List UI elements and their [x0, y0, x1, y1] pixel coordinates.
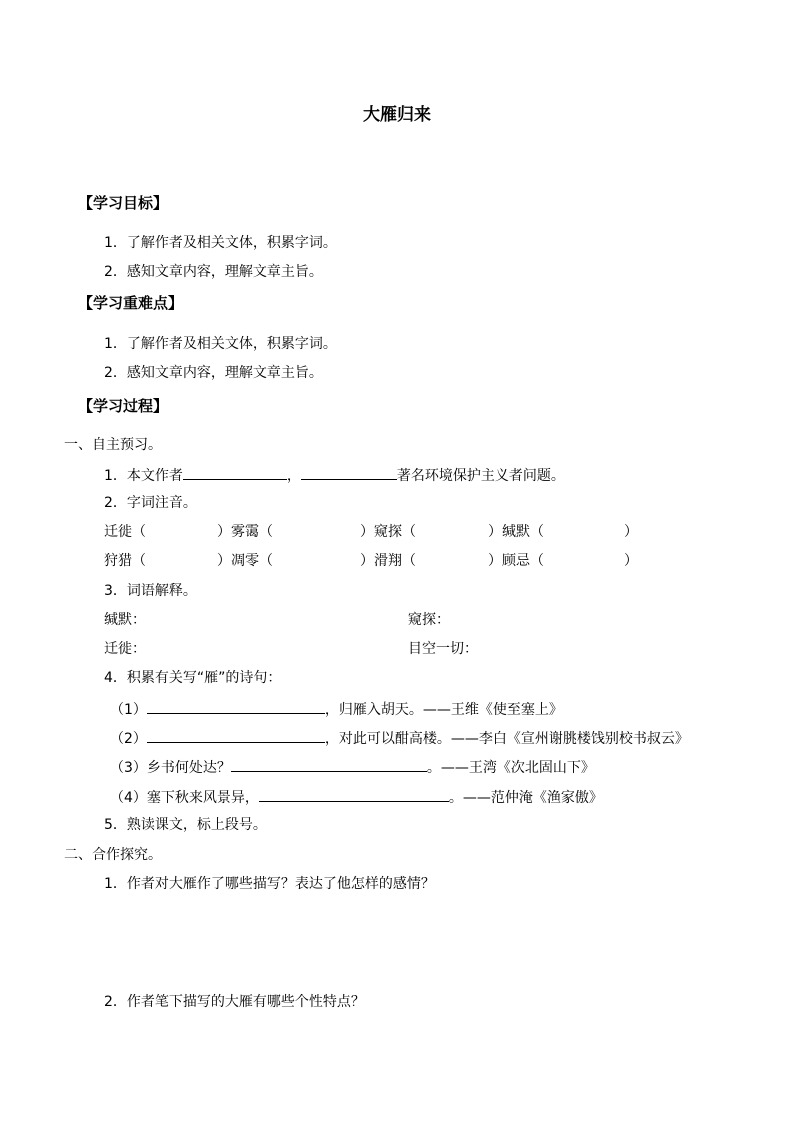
pinyin-item: 狩猎（: [104, 553, 146, 569]
pinyin-item: ）: [624, 524, 638, 540]
question-paragraphs: 5．熟读课文，标上段号。: [104, 817, 267, 833]
vocab-word: 窥探：: [408, 612, 450, 628]
blank-field[interactable]: [231, 756, 427, 772]
section-goals-heading: 【学习目标】: [78, 194, 169, 212]
question-author-suffix: 著名环境保护主义者问题。: [396, 468, 565, 484]
pinyin-item: ）: [624, 553, 638, 569]
difficulty-item: 1．了解作者及相关文体，积累字词。: [104, 336, 337, 352]
document-title: 大雁归来: [363, 105, 431, 125]
poem-number: （1）: [110, 702, 147, 718]
goal-item: 1．了解作者及相关文体，积累字词。: [104, 235, 337, 251]
section-process-heading: 【学习过程】: [78, 397, 169, 415]
question-poems: 4．积累有关写“雁”的诗句：: [104, 670, 282, 686]
pinyin-row-1: [104, 522, 638, 542]
goal-item: 2．感知文章内容，理解文章主旨。: [104, 264, 323, 280]
blank-field[interactable]: [147, 727, 325, 743]
blank-field[interactable]: [147, 698, 325, 714]
question-pinyin: 2．字词注音。: [104, 495, 197, 511]
pinyin-item: ）凋零（: [217, 553, 273, 569]
difficulty-item: 2．感知文章内容，理解文章主旨。: [104, 365, 323, 381]
question-author-text: 1．本文作者: [104, 468, 183, 484]
poem-text: 。——王湾《次北固山下》: [426, 760, 595, 776]
poem-text: 。——范仲淹《渔家傲》: [448, 790, 603, 806]
question-vocab: 3．词语解释。: [104, 583, 197, 599]
poem-line-2: [110, 727, 689, 749]
pinyin-row-2: [104, 551, 638, 571]
pinyin-item: ）缄默（: [488, 524, 544, 540]
blank-field[interactable]: [183, 464, 287, 480]
pinyin-item: ）窥探（: [360, 524, 416, 540]
poem-text: ，对此可以酣高楼。——李白《宣州谢朓楼饯别校书叔云》: [324, 731, 689, 747]
part2-heading: 二、合作探究。: [64, 847, 162, 863]
poem-text: （4）塞下秋来风景异，: [110, 790, 259, 806]
question-characteristics: 2．作者笔下描写的大雁有哪些个性特点？: [104, 994, 365, 1010]
vocab-word: 目空一切：: [408, 641, 478, 657]
part1-heading: 一、自主预习。: [64, 437, 162, 453]
poem-line-4: [110, 786, 603, 808]
blank-field[interactable]: [301, 464, 397, 480]
question-author: [104, 464, 565, 486]
comma: ，: [286, 468, 301, 484]
poem-line-1: [110, 698, 563, 720]
pinyin-item: ）滑翔（: [360, 553, 416, 569]
poem-line-3: [110, 756, 595, 778]
section-difficulties-heading: 【学习重难点】: [78, 294, 184, 312]
poem-text: （3）乡书何处达？: [110, 760, 231, 776]
pinyin-item: ）顾忌（: [488, 553, 544, 569]
blank-field[interactable]: [259, 786, 449, 802]
pinyin-item: 迁徙（: [104, 524, 146, 540]
vocab-word: 缄默：: [104, 612, 146, 628]
question-description: 1．作者对大雁作了哪些描写？表达了他怎样的感情？: [104, 876, 435, 892]
pinyin-item: ）雾霭（: [217, 524, 273, 540]
poem-text: ，归雁入胡天。——王维《使至塞上》: [324, 702, 563, 718]
poem-number: （2）: [110, 731, 147, 747]
vocab-word: 迁徙：: [104, 641, 146, 657]
